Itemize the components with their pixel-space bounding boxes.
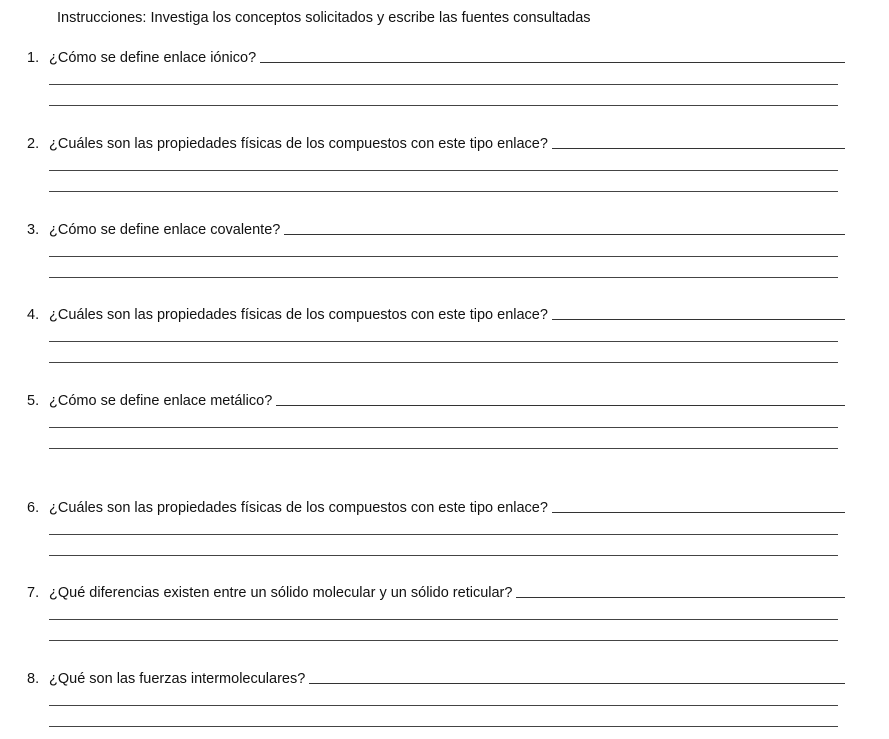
question-text: ¿Cómo se define enlace metálico? [49,393,273,409]
question-row [27,47,845,67]
answer-line[interactable] [49,362,838,363]
question-text: ¿Qué son las fuerzas intermoleculares? [49,671,306,687]
question-5 [0,390,889,460]
answer-blank[interactable] [309,683,845,684]
answer-blank[interactable] [276,405,845,406]
question-text: ¿Cuáles son las propiedades físicas de los compuestos con este tipo enlace? [49,500,548,516]
answer-line[interactable] [49,427,838,428]
question-2 [0,133,889,203]
answer-line[interactable] [49,341,838,342]
question-row [27,133,845,153]
answer-line[interactable] [49,705,838,706]
question-number: 8. [27,671,40,687]
question-7 [0,582,889,652]
question-text: ¿Cómo se define enlace iónico? [49,50,257,66]
answer-line[interactable] [49,619,838,620]
answer-line[interactable] [49,170,838,171]
question-3 [0,219,889,289]
answer-line[interactable] [49,534,838,535]
question-number: 5. [27,393,40,409]
question-text: ¿Cuáles son las propiedades físicas de los compuestos con este tipo enlace? [49,136,548,152]
answer-line[interactable] [49,84,838,85]
answer-line[interactable] [49,726,838,727]
answer-line[interactable] [49,256,838,257]
question-row [27,582,845,602]
question-8 [0,668,889,738]
question-1 [0,47,889,117]
question-number: 2. [27,136,40,152]
question-row [27,497,845,517]
instructions-text: Instrucciones: Investiga los conceptos solicitados y escribe las fuentes consultadas [57,10,591,26]
question-number: 4. [27,307,40,323]
question-number: 6. [27,500,40,516]
question-number: 1. [27,50,40,66]
question-row [27,219,845,239]
question-text: ¿Cuáles son las propiedades físicas de los compuestos con este tipo enlace? [49,307,548,323]
answer-line[interactable] [49,191,838,192]
answer-line[interactable] [49,555,838,556]
answer-blank[interactable] [552,148,845,149]
question-row [27,304,845,324]
answer-blank[interactable] [552,319,845,320]
answer-line[interactable] [49,277,838,278]
question-6 [0,497,889,567]
question-number: 7. [27,585,40,601]
answer-blank[interactable] [552,512,845,513]
answer-line[interactable] [49,640,838,641]
question-text: ¿Qué diferencias existen entre un sólido molecular y un sólido reticular? [49,585,513,601]
answer-blank[interactable] [260,62,845,63]
question-row [27,390,845,410]
answer-blank[interactable] [284,234,845,235]
question-4 [0,304,889,374]
question-text: ¿Cómo se define enlace covalente? [49,222,281,238]
question-row [27,668,845,688]
answer-blank[interactable] [516,597,845,598]
answer-line[interactable] [49,105,838,106]
answer-line[interactable] [49,448,838,449]
question-number: 3. [27,222,40,238]
